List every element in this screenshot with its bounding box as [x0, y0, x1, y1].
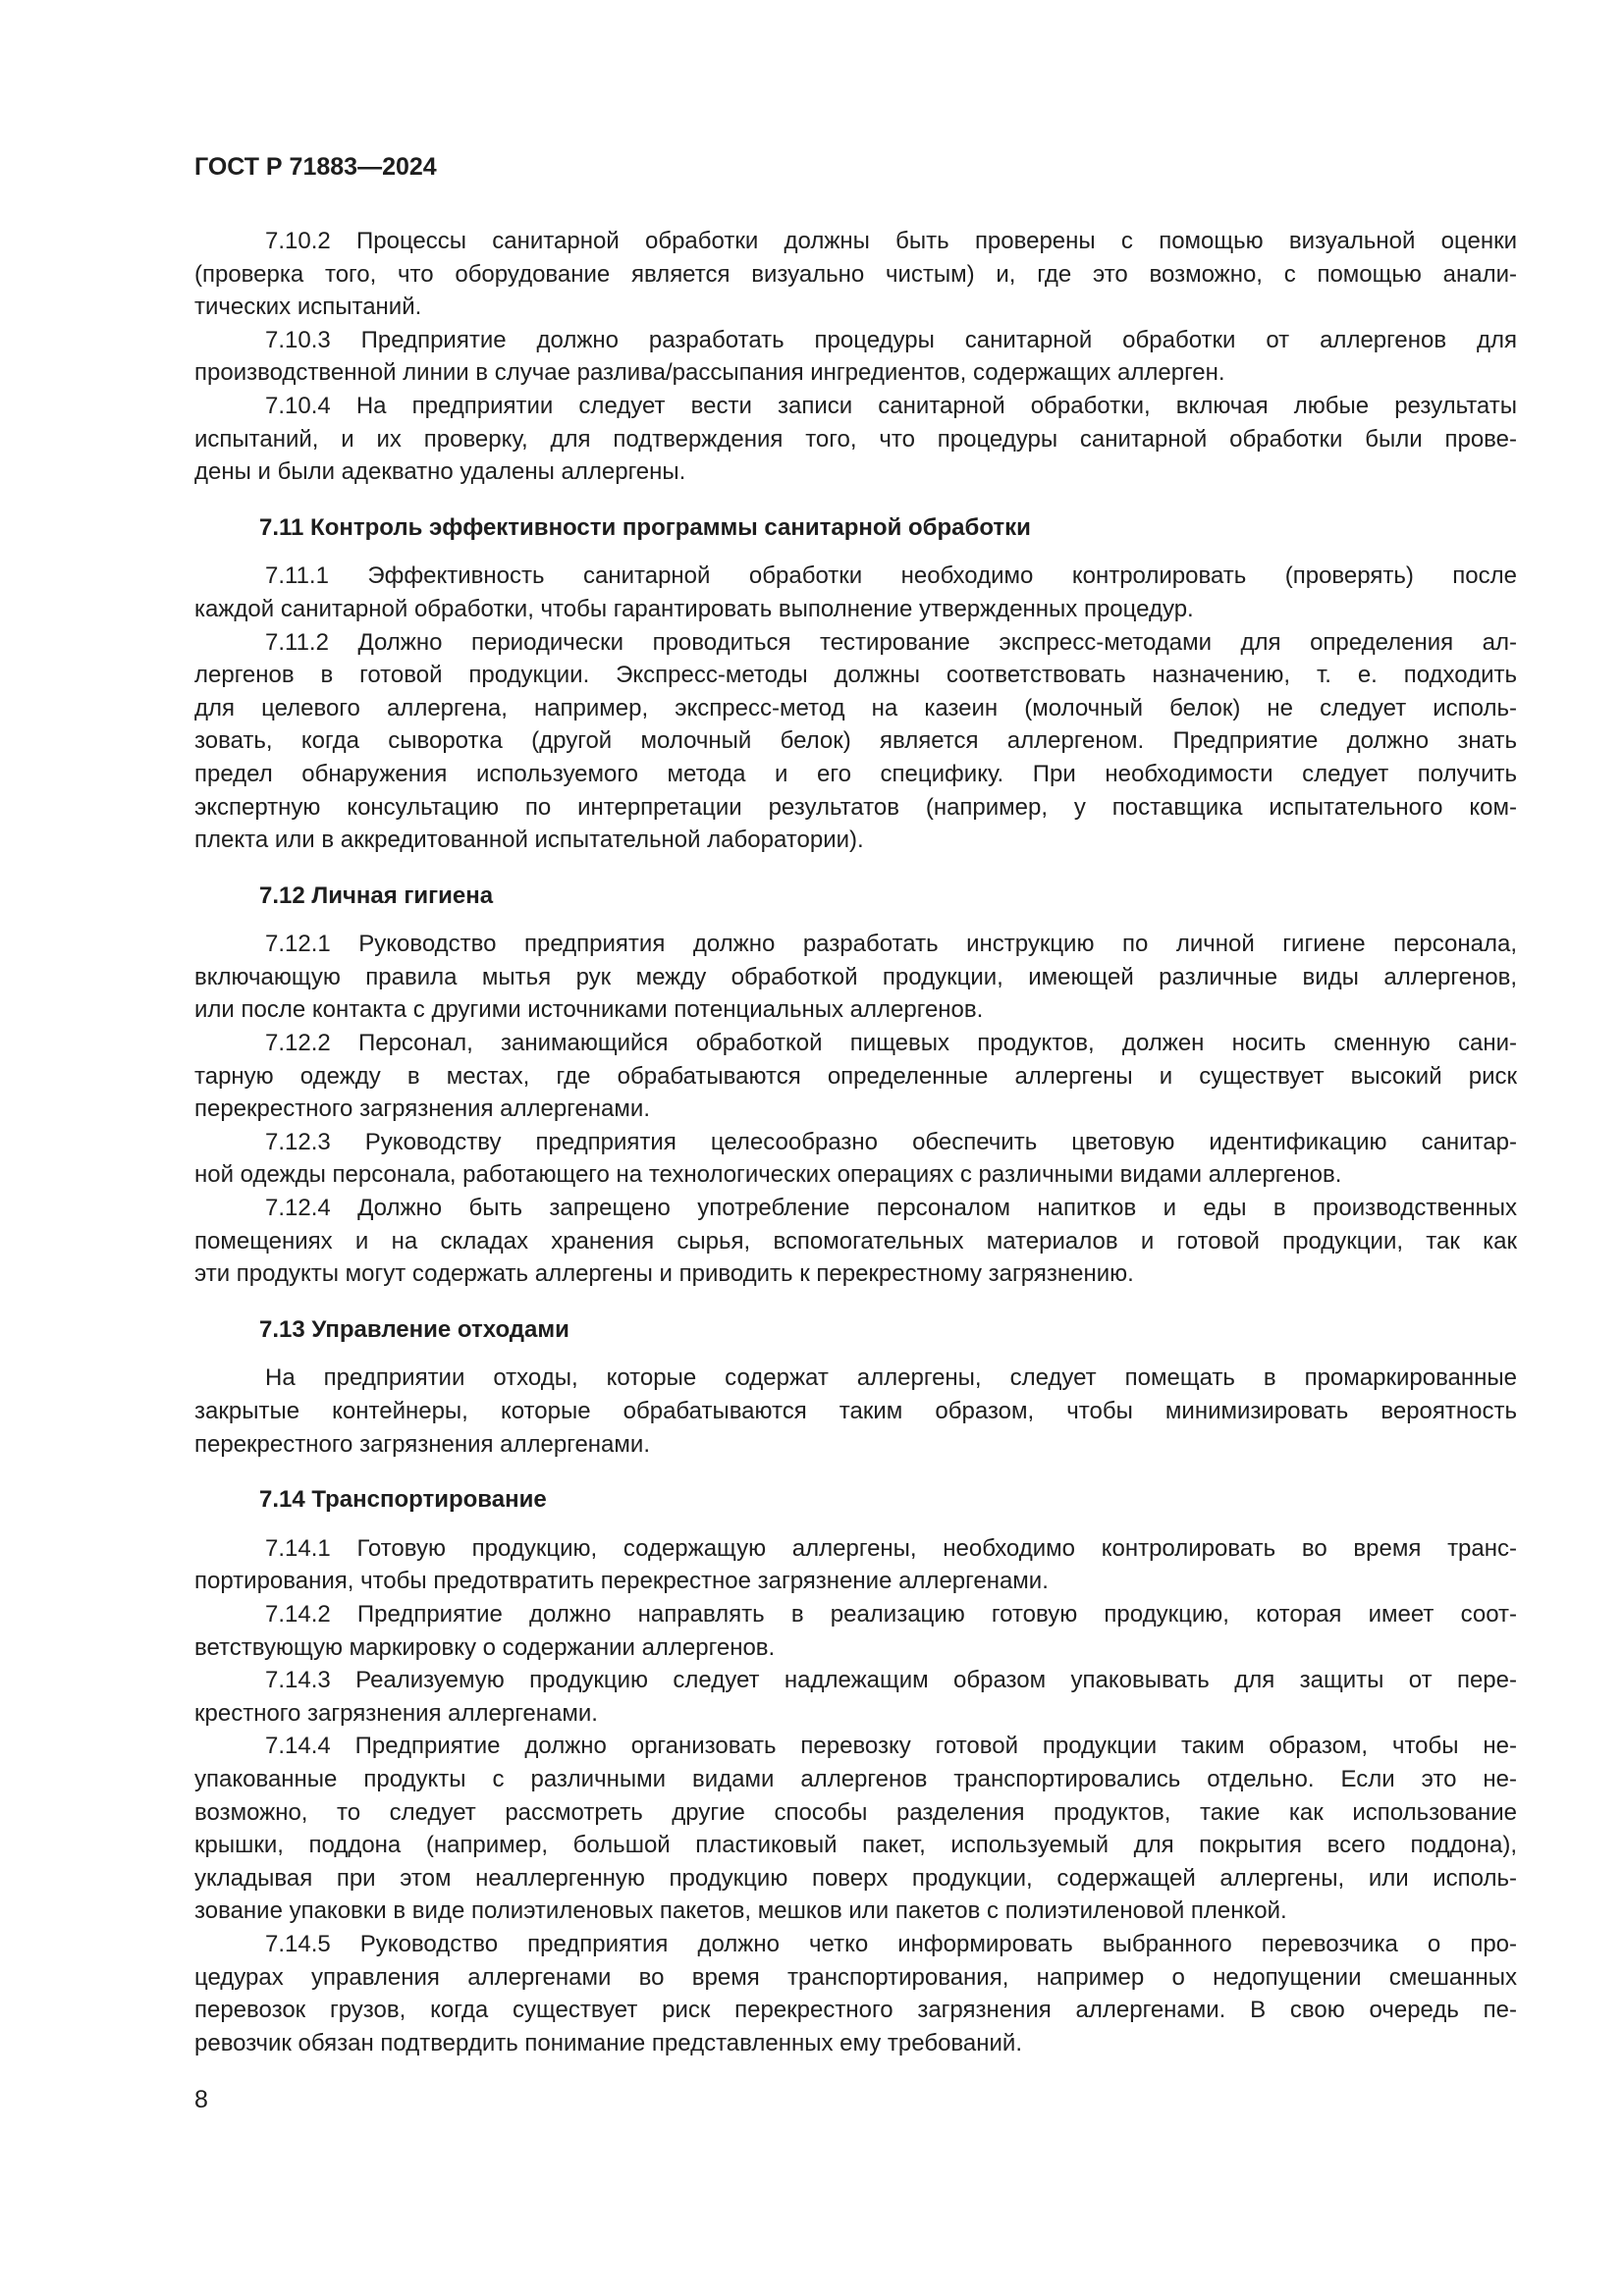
section — [194, 1313, 1517, 1461]
text-line: упакованные продукты с различными видами аллергенов транспортировались отдельно. Если это не- — [194, 1765, 1517, 1792]
text-line: ревозчик обязан подтвердить понимание представленных ему требований. — [194, 2029, 1022, 2056]
text-line: предел обнаружения используемого метода и его специфику. При необходимости следует получить — [194, 760, 1517, 787]
text-line: ной одежды персонала, работающего на технологических операциях с различными видами аллергенов. — [194, 1161, 1342, 1189]
text-line: 7.14.3 Реализуемую продукцию следует надлежащим образом упаковывать для защиты от пере- — [265, 1667, 1517, 1694]
text-line: 7.12.1 Руководство предприятия должно разработать инструкцию по личной гигиене персонала, — [265, 931, 1517, 958]
text-line: перекрестного загрязнения аллергенами. — [194, 1095, 650, 1123]
paragraph — [194, 1598, 1517, 1664]
text-line: 7.14.1 Готовую продукцию, содержащую аллергены, необходимо контролировать во время транс- — [265, 1534, 1517, 1562]
text-line: 7.10.2 Процессы санитарной обработки должны быть проверены с помощью визуальной оценки — [265, 228, 1517, 254]
text-line: 7.12.4 Должно быть запрещено употребление персоналом напитков и еды в производственных — [265, 1195, 1517, 1222]
text-line: 7.11.2 Должно периодически проводиться тестирование экспресс-методами для определения ал- — [265, 628, 1517, 656]
paragraph — [194, 324, 1517, 390]
paragraph — [194, 1664, 1517, 1730]
text-line: лергенов в готовой продукции. Экспресс-методы должны соответствовать назначению, т. е. подходить — [194, 662, 1517, 689]
paragraph — [194, 928, 1517, 1027]
paragraph — [194, 1730, 1517, 1928]
text-line: тарную одежду в местах, где обрабатываются определенные аллергены и существует высокий риск — [194, 1062, 1517, 1090]
paragraph — [194, 1027, 1517, 1126]
text-line: зование упаковки в виде полиэтиленовых пакетов, мешков или пакетов с полиэтиленовой пленкой. — [194, 1897, 1287, 1925]
text-line: крышки, поддона (например, большой пластиковый пакет, используемый для покрытия всего поддона), — [194, 1832, 1517, 1859]
text-line: помещениях и на складах хранения сырья, вспомогательных материалов и готовой продукции, так как — [194, 1227, 1517, 1255]
text-line: дены и были адекватно удалены аллергены. — [194, 458, 686, 486]
text-line: для целевого аллергена, например, экспресс-метод на казеин (молочный белок) не следует исполь- — [194, 694, 1517, 721]
document-body — [194, 225, 1517, 2059]
text-line: включающую правила мытья рук между обработкой продукции, имеющей различные виды аллергенов, — [194, 963, 1517, 990]
text-line: 7.14.2 Предприятие должно направлять в реализацию готовую продукцию, которая имеет соот- — [265, 1600, 1517, 1628]
text-line: крестного загрязнения аллергенами. — [194, 1699, 598, 1727]
text-line: (проверка того, что оборудование является визуально чистым) и, где это возможно, с помощью анали- — [194, 260, 1517, 288]
page-number: 8 — [194, 2086, 208, 2113]
document-header: ГОСТ Р 71883—2024 — [194, 153, 437, 181]
paragraph — [194, 1362, 1517, 1461]
paragraph — [194, 1928, 1517, 2059]
section — [194, 225, 1517, 489]
text-line: эти продукты могут содержать аллергены и приводить к перекрестному загрязнению. — [194, 1260, 1134, 1288]
text-line: На предприятии отходы, которые содержат аллергены, следует помещать в промаркированные — [265, 1364, 1517, 1392]
paragraph — [194, 225, 1517, 324]
text-line: перекрестного загрязнения аллергенами. — [194, 1430, 650, 1458]
text-line: 7.12.3 Руководству предприятия целесообразно обеспечить цветовую идентификацию санитар- — [265, 1128, 1517, 1155]
text-line: возможно, то следует рассмотреть другие способы разделения продуктов, такие как использование — [194, 1798, 1517, 1826]
text-line: 7.14.4 Предприятие должно организовать перевозку готовой продукции таким образом, чтобы не- — [265, 1733, 1517, 1760]
text-line: или после контакта с другими источниками потенциальных аллергенов. — [194, 996, 984, 1024]
text-line: испытаний, и их проверку, для подтверждения того, что процедуры санитарной обработки были прове- — [194, 425, 1517, 453]
section-heading: 7.12 Личная гигиена — [259, 881, 494, 909]
text-line: ветствующую маркировку о содержании аллергенов. — [194, 1633, 776, 1661]
text-line: 7.12.2 Персонал, занимающийся обработкой пищевых продуктов, должен носить сменную сани- — [265, 1030, 1517, 1057]
paragraph — [194, 1126, 1517, 1192]
paragraph — [194, 626, 1517, 857]
text-line: закрытые контейнеры, которые обрабатываются таким образом, чтобы минимизировать вероятность — [194, 1398, 1517, 1424]
text-line: 7.14.5 Руководство предприятия должно четко информировать выбранного перевозчика о про- — [265, 1930, 1517, 1957]
text-line: плекта или в аккредитованной испытательной лаборатории). — [194, 827, 864, 854]
section — [194, 511, 1517, 857]
text-line: тических испытаний. — [194, 294, 422, 321]
section-heading: 7.11 Контроль эффективности программы санитарной обработки — [259, 513, 1031, 541]
text-line: 7.10.3 Предприятие должно разработать процедуры санитарной обработки от аллергенов для — [265, 326, 1517, 353]
text-line: каждой санитарной обработки, чтобы гарантировать выполнение утвержденных процедур. — [194, 595, 1194, 622]
text-line: портирования, чтобы предотвратить перекрестное загрязнение аллергенами. — [194, 1568, 1049, 1595]
paragraph — [194, 1532, 1517, 1598]
section-heading: 7.13 Управление отходами — [259, 1315, 569, 1343]
section-heading: 7.14 Транспортирование — [259, 1486, 547, 1514]
paragraph — [194, 390, 1517, 489]
section — [194, 880, 1517, 1291]
paragraph — [194, 560, 1517, 625]
text-line: укладывая при этом неаллергенную продукцию поверх продукции, содержащей аллергены, или исполь- — [194, 1864, 1517, 1892]
text-line: экспертную консультацию по интерпретации результатов (например, у поставщика испытательного ком- — [194, 793, 1517, 821]
paragraph — [194, 1192, 1517, 1291]
text-line: 7.10.4 На предприятии следует вести записи санитарной обработки, включая любые результаты — [265, 392, 1517, 419]
text-line: зовать, когда сыворотка (другой молочный белок) является аллергеном. Предприятие должно знать — [194, 727, 1517, 755]
text-line: 7.11.1 Эффективность санитарной обработки необходимо контролировать (проверять) после — [265, 562, 1517, 590]
text-line: производственной линии в случае разлива/рассыпания ингредиентов, содержащих аллерген. — [194, 359, 1225, 387]
section — [194, 1483, 1517, 2059]
text-line: перевозок грузов, когда существует риск перекрестного загрязнения аллергенами. В свою очередь пе- — [194, 1997, 1517, 2024]
text-line: цедурах управления аллергенами во время транспортирования, например о недопущении смешанных — [194, 1963, 1517, 1991]
